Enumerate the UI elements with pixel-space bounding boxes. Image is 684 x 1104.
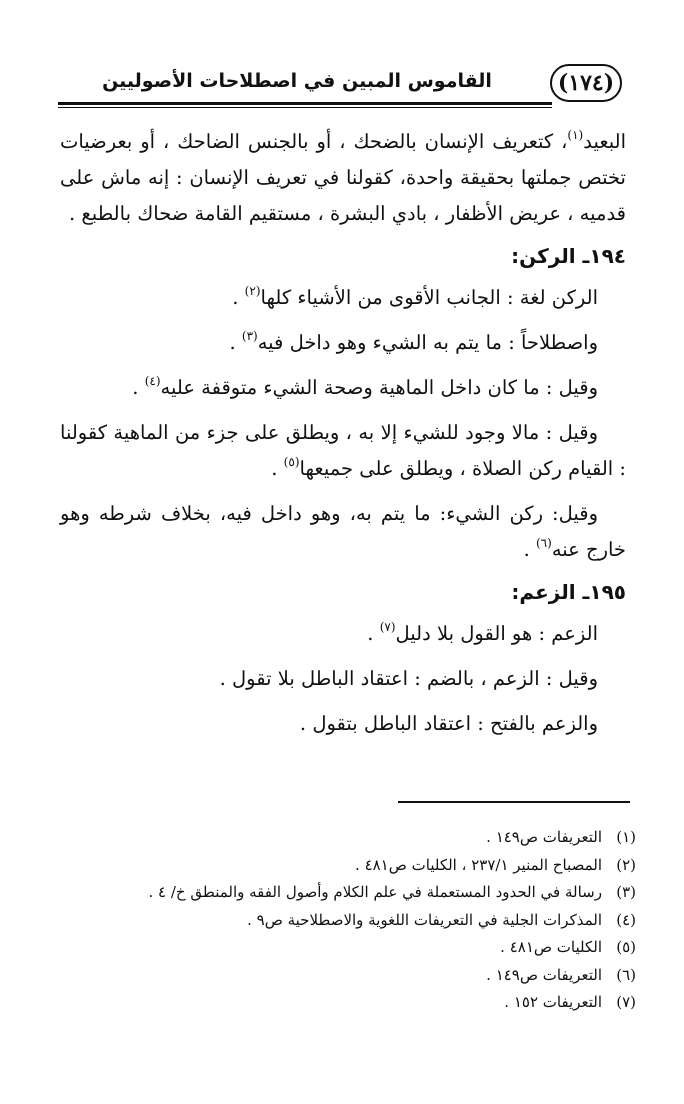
page-header [58, 64, 622, 108]
footnote-text: التعريفات ص١٤٩ . [486, 828, 602, 846]
footnote-number: (٢) [616, 855, 636, 874]
footnote-ref: (٥) [283, 455, 300, 469]
header-rule [58, 102, 552, 108]
section-heading-194: ١٩٤ـ الركن: [511, 244, 626, 268]
footnote-ref: (٣) [241, 329, 258, 343]
intro-text-b: ، كتعريف الإنسان بالضحك ، أو بالجنس الضاحك ، أو بعرضيات تختص جملتها بحقيقة واحدة، كقولنا في تعريف الإنسان : إنه ماش على قدميه ، عريض الأظفار ، بادي البشرة ، مستقيم القامة ضحاك بالطبع . [60, 130, 626, 225]
page-number: (١٧٤) [550, 64, 622, 102]
footnote-number: (٦) [616, 965, 636, 984]
footnote-ref: (٧) [379, 620, 396, 634]
footnote-text: المذكرات الجلية في التعريفات اللغوية والاصطلاحية ص٩ . [247, 910, 602, 929]
footnote-number: (١) [616, 828, 636, 846]
main-text [60, 124, 626, 742]
paragraph: والزعم بالفتح : اعتقاد الباطل بتقول . [299, 712, 598, 735]
paragraph: الركن لغة : الجانب الأقوى من الأشياء كلها$^{(٢)}$ . [232, 284, 598, 309]
footnote-ref: (٢) [244, 284, 261, 298]
footnote-item [60, 852, 636, 880]
running-head: القاموس المبين في اصطلاحات الأصوليين [102, 70, 492, 92]
paragraph: الزعم : هو القول بلا دليل$^{(٧)}$ . [367, 620, 598, 645]
section-heading-195: ١٩٥ـ الزعم: [511, 580, 626, 604]
footnote-ref: (٤) [144, 374, 161, 388]
footnote-text: رسالة في الحدود المستعملة في علم الكلام وأصول الفقه والمنطق خ/ ٤ . [148, 883, 602, 901]
paragraph: وقيل : الزعم ، بالضم : اعتقاد الباطل بلا تقول . [219, 667, 598, 690]
footnote-separator [398, 801, 630, 803]
footnote-ref: (١) [567, 128, 584, 142]
footnote-text: التعريفات ١٥٢ . [504, 993, 602, 1011]
footnote-text: المصباح المنير ٢٣٧/١ ، الكليات ص٤٨١ . [355, 855, 602, 874]
footnote-item [60, 989, 636, 1017]
paragraph: وقيل : ما كان داخل الماهية وصحة الشيء متوقفة عليه$^{(٤)}$ . [132, 374, 598, 399]
intro-paragraph [60, 124, 626, 232]
footnote-number: (٤) [616, 910, 636, 929]
footnote-item [60, 962, 636, 990]
footnote-item [60, 879, 636, 907]
footnote-number: (٥) [616, 938, 636, 956]
paragraph: وقيل : مالا وجود للشيء إلا به ، ويطلق على جزء من الماهية كقولنا : القيام ركن الصلاة ، ويطلق على جميعها$^{(٥)}$ . [60, 421, 626, 480]
footnote-number: (٧) [616, 993, 636, 1011]
intro-text-a: البعيد [583, 130, 626, 153]
paragraph: واصطلاحاً : ما يتم به الشيء وهو داخل فيه$^{(٣)}$ . [229, 329, 598, 354]
footnote-ref: (٦) [535, 536, 552, 550]
footnote-text: الكليات ص٤٨١ . [500, 938, 602, 956]
footnote-number: (٣) [616, 883, 636, 901]
footnote-text: التعريفات ص١٤٩ . [486, 965, 602, 984]
paragraph: وقيل: ركن الشيء: ما يتم به، وهو داخل فيه، بخلاف شرطه وهو خارج عنه$^{(٦)}$ . [60, 502, 626, 561]
footnote-item [60, 824, 636, 852]
footnote-item [60, 907, 636, 935]
footnote-item [60, 934, 636, 962]
footnotes [60, 824, 636, 1017]
